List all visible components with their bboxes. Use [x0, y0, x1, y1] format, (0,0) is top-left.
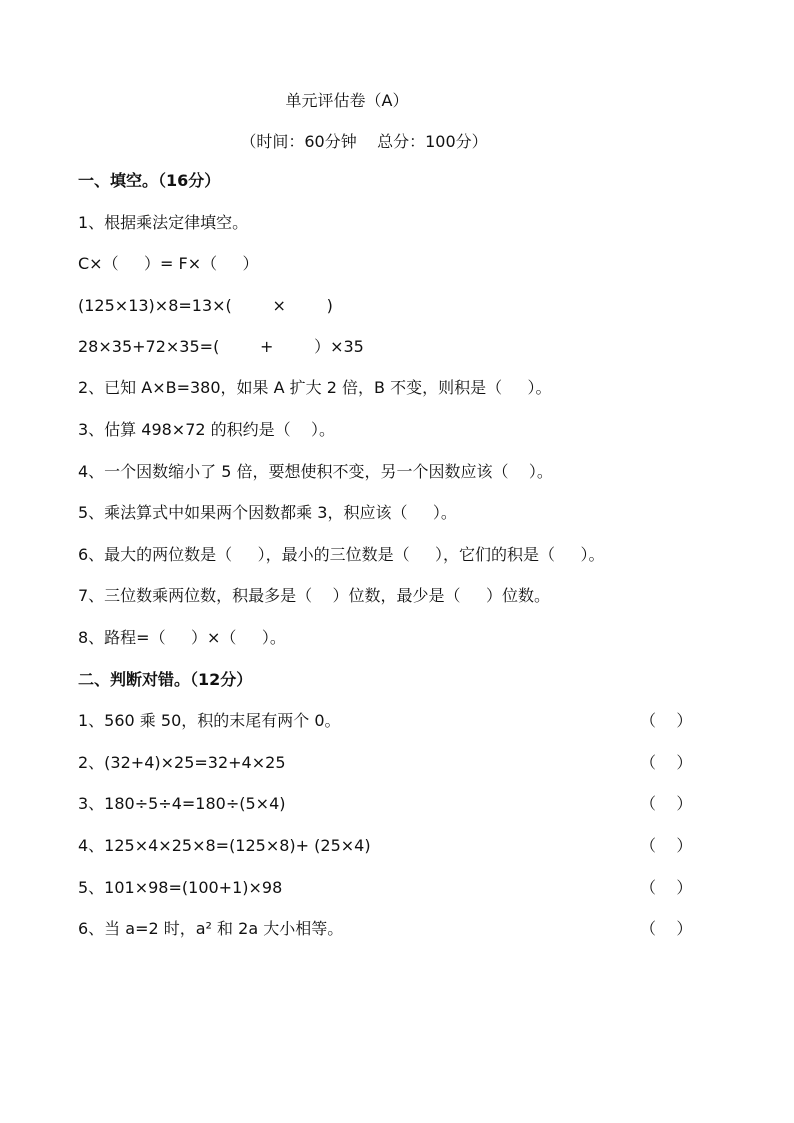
question-line: 3、估算 498×72 的积约是（ ）。 [78, 420, 336, 439]
question-line: 2、已知 A×B=380，如果 A 扩大 2 倍，B 不变，则积是（ ）。 [78, 378, 552, 397]
question-line: C×（ ）= F×（ ） [78, 254, 259, 273]
judgement-line: 1、560 乘 50，积的末尾有两个 0。 [78, 711, 341, 730]
page-title: 单元评估卷（A） [285, 91, 409, 110]
answer-paren: （ ） [640, 919, 693, 938]
answer-paren: （ ） [640, 794, 693, 813]
answer-paren: （ ） [640, 836, 693, 855]
question-line: 6、最大的两位数是（ ），最小的三位数是（ ），它们的积是（ ）。 [78, 545, 605, 564]
section-heading-fill-blank: 一、填空。（16分） [78, 171, 221, 190]
answer-paren: （ ） [640, 878, 693, 897]
question-line: 7、三位数乘两位数，积最多是（ ）位数，最少是（ ）位数。 [78, 586, 550, 605]
question-line: 4、一个因数缩小了 5 倍，要想使积不变，另一个因数应该（ ）。 [78, 462, 553, 481]
judgement-line: 5、101×98=(100+1)×98 [78, 878, 283, 897]
judgement-line: 6、当 a=2 时，a² 和 2a 大小相等。 [78, 919, 344, 938]
question-line: 5、乘法算式中如果两个因数都乘 3，积应该（ ）。 [78, 503, 457, 522]
question-line: 8、路程=（ ）×（ ）。 [78, 628, 286, 647]
answer-paren: （ ） [640, 753, 693, 772]
judgement-line: 3、180÷5÷4=180÷(5×4) [78, 794, 286, 813]
section-heading-true-false: 二、判断对错。（12分） [78, 670, 253, 689]
question-line: (125×13)×8=13×( × ) [78, 296, 333, 315]
page-subtitle: （时间：60分钟 总分：100分） [240, 132, 488, 151]
judgement-line: 4、125×4×25×8=(125×8)+ (25×4) [78, 836, 371, 855]
question-line: 28×35+72×35=( + ）×35 [78, 337, 364, 356]
answer-paren: （ ） [640, 711, 693, 730]
question-line: 1、根据乘法定律填空。 [78, 213, 249, 232]
judgement-line: 2、(32+4)×25=32+4×25 [78, 753, 286, 772]
